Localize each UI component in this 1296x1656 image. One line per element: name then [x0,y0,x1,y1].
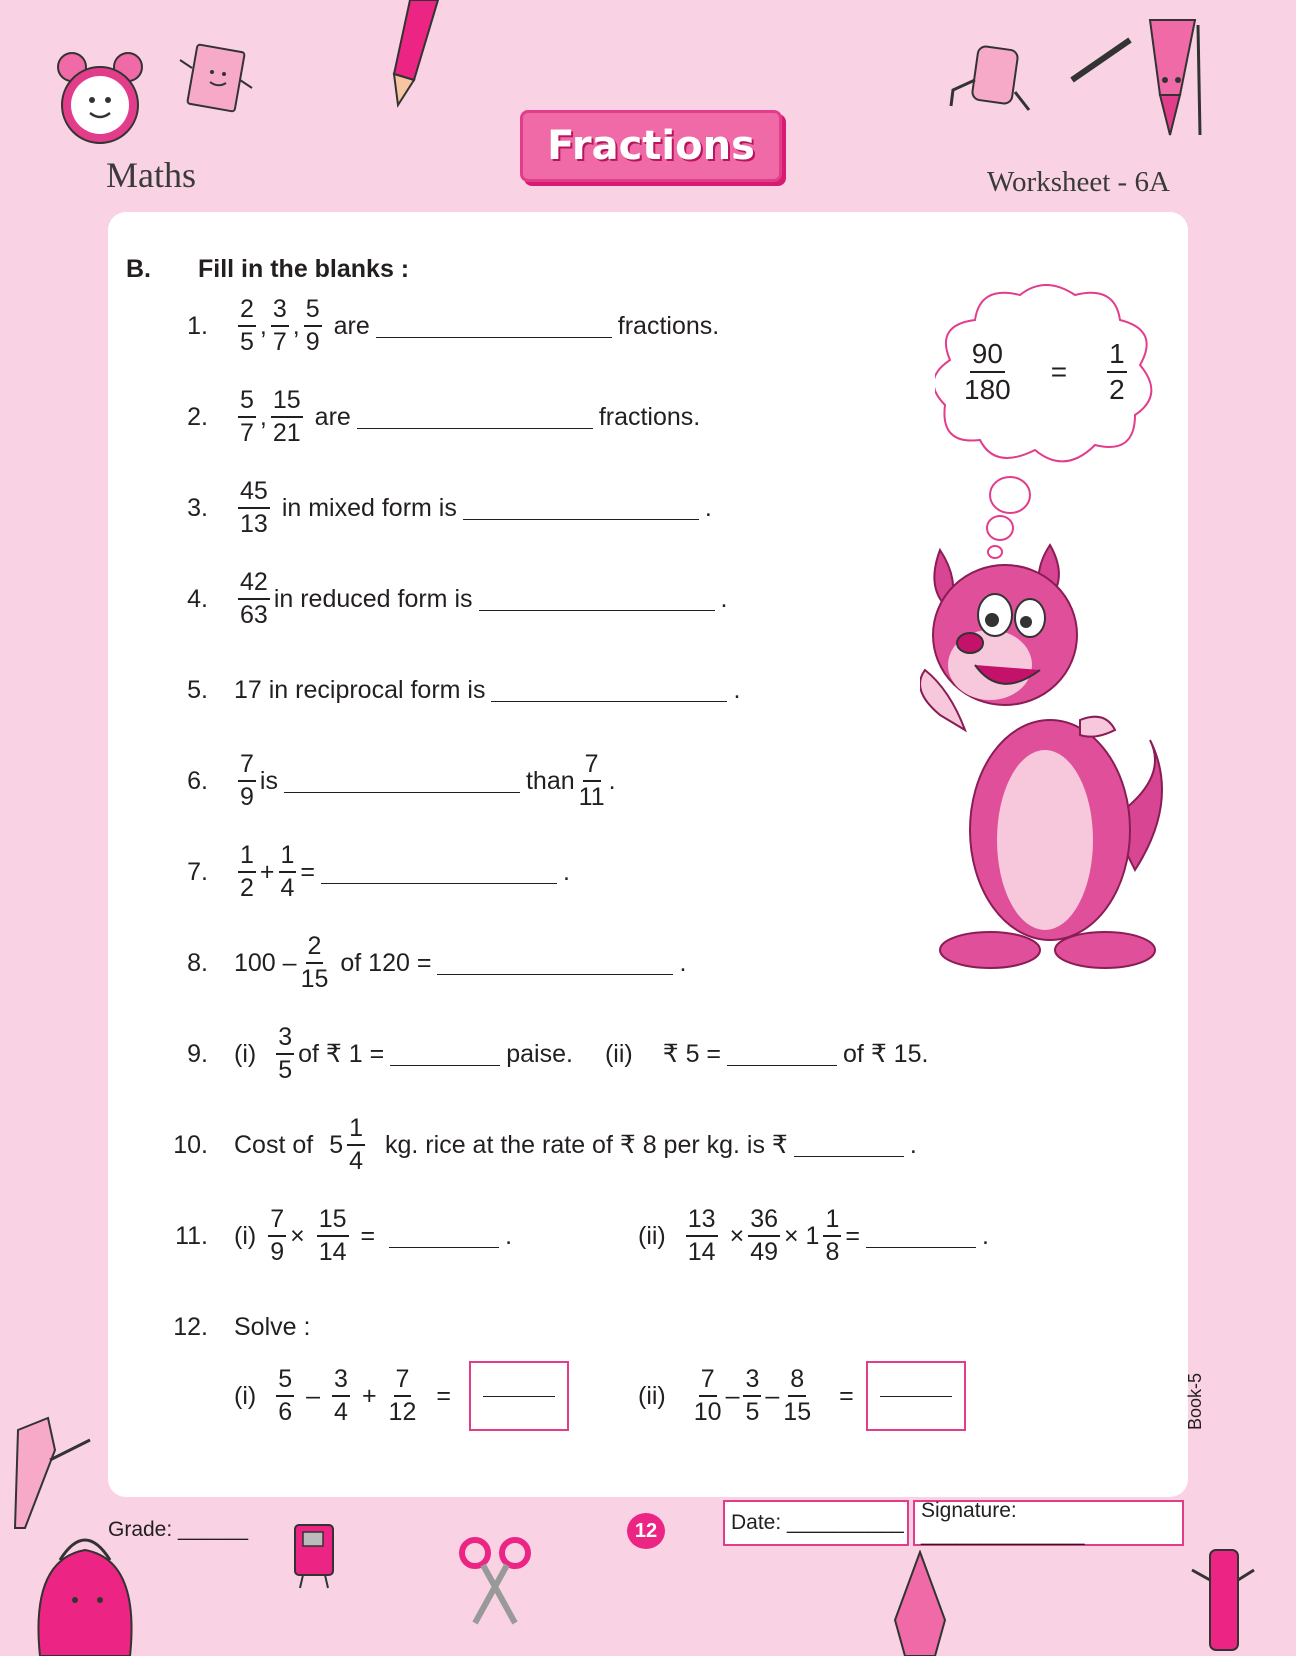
part-label: (ii) [638,1381,666,1410]
denominator: 4 [280,874,295,902]
fraction [304,297,322,355]
pencil-character-icon [1070,10,1210,140]
numerator: 5 [304,297,322,327]
numerator: 5 [276,1367,294,1397]
fraction [964,340,1011,404]
answer-blank[interactable] [437,948,673,975]
denominator: 49 [750,1238,778,1266]
answer-blank[interactable] [389,1221,499,1248]
operator: × [290,1221,305,1250]
question-text: in reduced form is [273,584,473,613]
fraction [271,297,289,355]
fraction [743,1367,761,1425]
question-text: paise. [506,1039,573,1068]
numerator: 7 [238,752,256,782]
denominator: 9 [270,1238,285,1266]
page-title-banner [520,110,782,182]
answer-blank[interactable] [463,493,699,520]
operator: – [725,1381,740,1410]
denominator: 9 [240,783,254,811]
answer-blank[interactable] [794,1130,904,1157]
denominator: 4 [349,1147,364,1175]
fraction [783,1367,811,1425]
question-number: 11. [175,1221,208,1250]
answer-blank[interactable] [284,766,520,793]
fraction [271,388,303,446]
question-number: 7. [187,857,208,886]
crayon-character-icon [885,1550,955,1656]
operator: = [360,1221,376,1250]
numerator: 7 [583,752,601,782]
operator: = [845,1221,860,1250]
question-text: . [909,1130,917,1159]
fraction [238,570,270,628]
answer-blank[interactable] [390,1039,500,1066]
operator: – [765,1381,780,1410]
part-label: (ii) [604,1039,633,1068]
fraction [694,1367,722,1425]
denominator: 13 [240,510,268,538]
denominator: 4 [334,1398,348,1426]
operator: × 1 [784,1221,820,1250]
fraction [389,1367,417,1425]
denominator: 6 [278,1398,293,1426]
comma: , [259,402,267,431]
fraction [268,1207,286,1265]
answer-blank[interactable] [866,1221,976,1248]
answer-blank[interactable] [376,311,612,338]
fraction [276,1367,294,1425]
numerator: 36 [748,1207,780,1237]
denominator: 8 [825,1238,840,1266]
question-number: 10. [173,1130,208,1159]
numerator: 7 [699,1367,717,1397]
denominator: 10 [693,1398,722,1426]
question-text: . [704,493,712,522]
denominator: 14 [318,1238,347,1266]
question-text: is [259,766,278,795]
page-title: Fractions [547,123,755,169]
ruler-character-icon [10,1410,100,1530]
section-letter: B. [126,255,151,283]
fraction [748,1207,780,1265]
denominator: 5 [278,1056,293,1084]
part-label: (i) [234,1221,257,1250]
question-text: than [525,766,575,795]
numerator: 5 [238,388,256,418]
fraction [238,479,270,537]
denominator: 7 [272,328,287,356]
fraction [238,297,256,355]
numerator: 7 [268,1207,286,1237]
numerator: 3 [332,1367,350,1397]
fraction [332,1367,350,1425]
alarm-clock-icon [50,45,150,150]
question-text: . [563,857,570,886]
question-number: 2. [187,402,208,431]
question-text: in mixed form is [281,493,457,522]
question-text: . [608,766,616,795]
question-text: . [505,1221,513,1250]
question-text: kg. rice at the rate of ₹ 8 per kg. is ₹ [385,1131,788,1159]
date-field[interactable] [723,1500,909,1546]
numerator: 42 [238,570,270,600]
denominator: 63 [240,601,268,629]
question-text: fractions. [598,402,701,431]
question-text: . [679,948,687,977]
operator: + [259,857,275,886]
question-number: 5. [187,675,208,704]
denominator: 2 [1109,374,1125,405]
numerator: 8 [788,1367,806,1397]
numerator: 7 [394,1367,412,1397]
worksheet-label: Worksheet - 6A [987,166,1170,198]
denominator: 180 [964,374,1011,405]
scissors-icon [455,1535,535,1625]
question-text: . [733,675,741,704]
numerator: 45 [238,479,270,509]
fraction [579,752,605,810]
numerator: 13 [686,1207,718,1237]
page-number: 12 [627,1513,665,1549]
pencil-icon [380,0,450,110]
part-label: (i) [234,1381,257,1410]
question-number: 4. [187,584,208,613]
denominator: 12 [388,1398,417,1426]
question-text: 100 – [234,948,297,977]
operator: – [306,1381,321,1410]
question-text: of ₹ 15. [843,1040,929,1068]
question-text: of 120 = [340,948,432,977]
fraction [279,843,297,901]
answer-blank[interactable] [357,402,593,429]
question-text: Solve : [234,1312,311,1341]
part-label: (ii) [638,1221,666,1250]
question-text: are [314,402,351,431]
numerator: 2 [306,934,324,964]
numerator: 1 [347,1116,365,1146]
denominator: 15 [300,965,329,993]
question-number: 8. [187,948,208,977]
mixed-whole: 5 [329,1130,344,1159]
thought-cloud [935,280,1165,560]
question-text: fractions. [617,311,720,340]
denominator: 11 [578,783,605,811]
pen-character-icon [1188,1540,1258,1656]
fraction [686,1207,718,1265]
numerator: 1 [1107,340,1127,373]
sharpener-icon [285,1520,345,1590]
question-text: of ₹ 1 = [298,1040,385,1068]
comma: , [292,311,300,340]
fraction [317,1207,349,1265]
squirrel-mascot-illustration [920,540,1180,980]
notepad-icon [176,40,256,120]
numerator: 1 [238,843,256,873]
fraction [823,1207,841,1265]
signature-field[interactable] [913,1500,1184,1546]
numerator: 3 [743,1367,761,1397]
operator: × [729,1221,745,1250]
numerator: 1 [823,1207,841,1237]
fraction [238,843,256,901]
eraser-icon [945,40,1035,120]
numerator: 1 [279,843,297,873]
operator: = [1050,356,1068,387]
question-number: 1. [187,311,208,340]
numerator: 15 [271,388,303,418]
denominator: 5 [745,1398,760,1426]
operator: + [361,1381,377,1410]
answer-box[interactable] [469,1361,569,1431]
denominator: 21 [272,419,301,447]
comma: , [259,311,267,340]
date-label: Date: __________ [731,1511,904,1534]
answer-blank[interactable] [491,675,727,702]
numerator: 3 [276,1025,294,1055]
question-number: 12. [173,1312,208,1341]
book-label: Book-5 [1185,1372,1205,1430]
operator: = [436,1381,451,1410]
question-text: . [720,584,728,613]
numerator: 3 [271,297,289,327]
section-title: Fill in the blanks : [198,255,410,283]
numerator: 15 [317,1207,349,1237]
grade-field[interactable]: Grade: ______ [108,1518,249,1541]
answer-blank[interactable] [321,857,557,884]
part-label: (i) [234,1039,257,1068]
question-text: 17 in reciprocal form is [234,675,486,704]
answer-blank[interactable] [479,584,715,611]
denominator: 5 [240,328,254,356]
signature-label: Signature: ______________ [921,1499,1085,1546]
denominator: 7 [240,419,254,447]
fraction [347,1116,365,1174]
subject-label: Maths [106,155,196,195]
fraction [238,388,256,446]
fraction [301,934,329,992]
question-number: 3. [187,493,208,522]
question-text: ₹ 5 = [662,1040,722,1068]
denominator: 2 [240,874,254,902]
denominator: 15 [783,1398,812,1426]
question-text: Cost of [234,1130,314,1159]
question-text: are [333,311,370,340]
denominator: 14 [687,1238,716,1266]
answer-blank[interactable] [727,1039,837,1066]
operator: = [300,857,316,886]
numerator: 2 [238,297,256,327]
question-number: 9. [187,1039,208,1068]
numerator: 90 [970,340,1005,373]
fraction [1107,340,1127,404]
question-text: . [981,1221,989,1250]
operator: = [839,1381,854,1410]
denominator: 9 [305,328,320,356]
fraction [276,1025,294,1083]
question-number: 6. [187,766,208,795]
answer-box[interactable] [866,1361,966,1431]
fraction [238,752,256,810]
cloud-equation [960,340,1131,404]
